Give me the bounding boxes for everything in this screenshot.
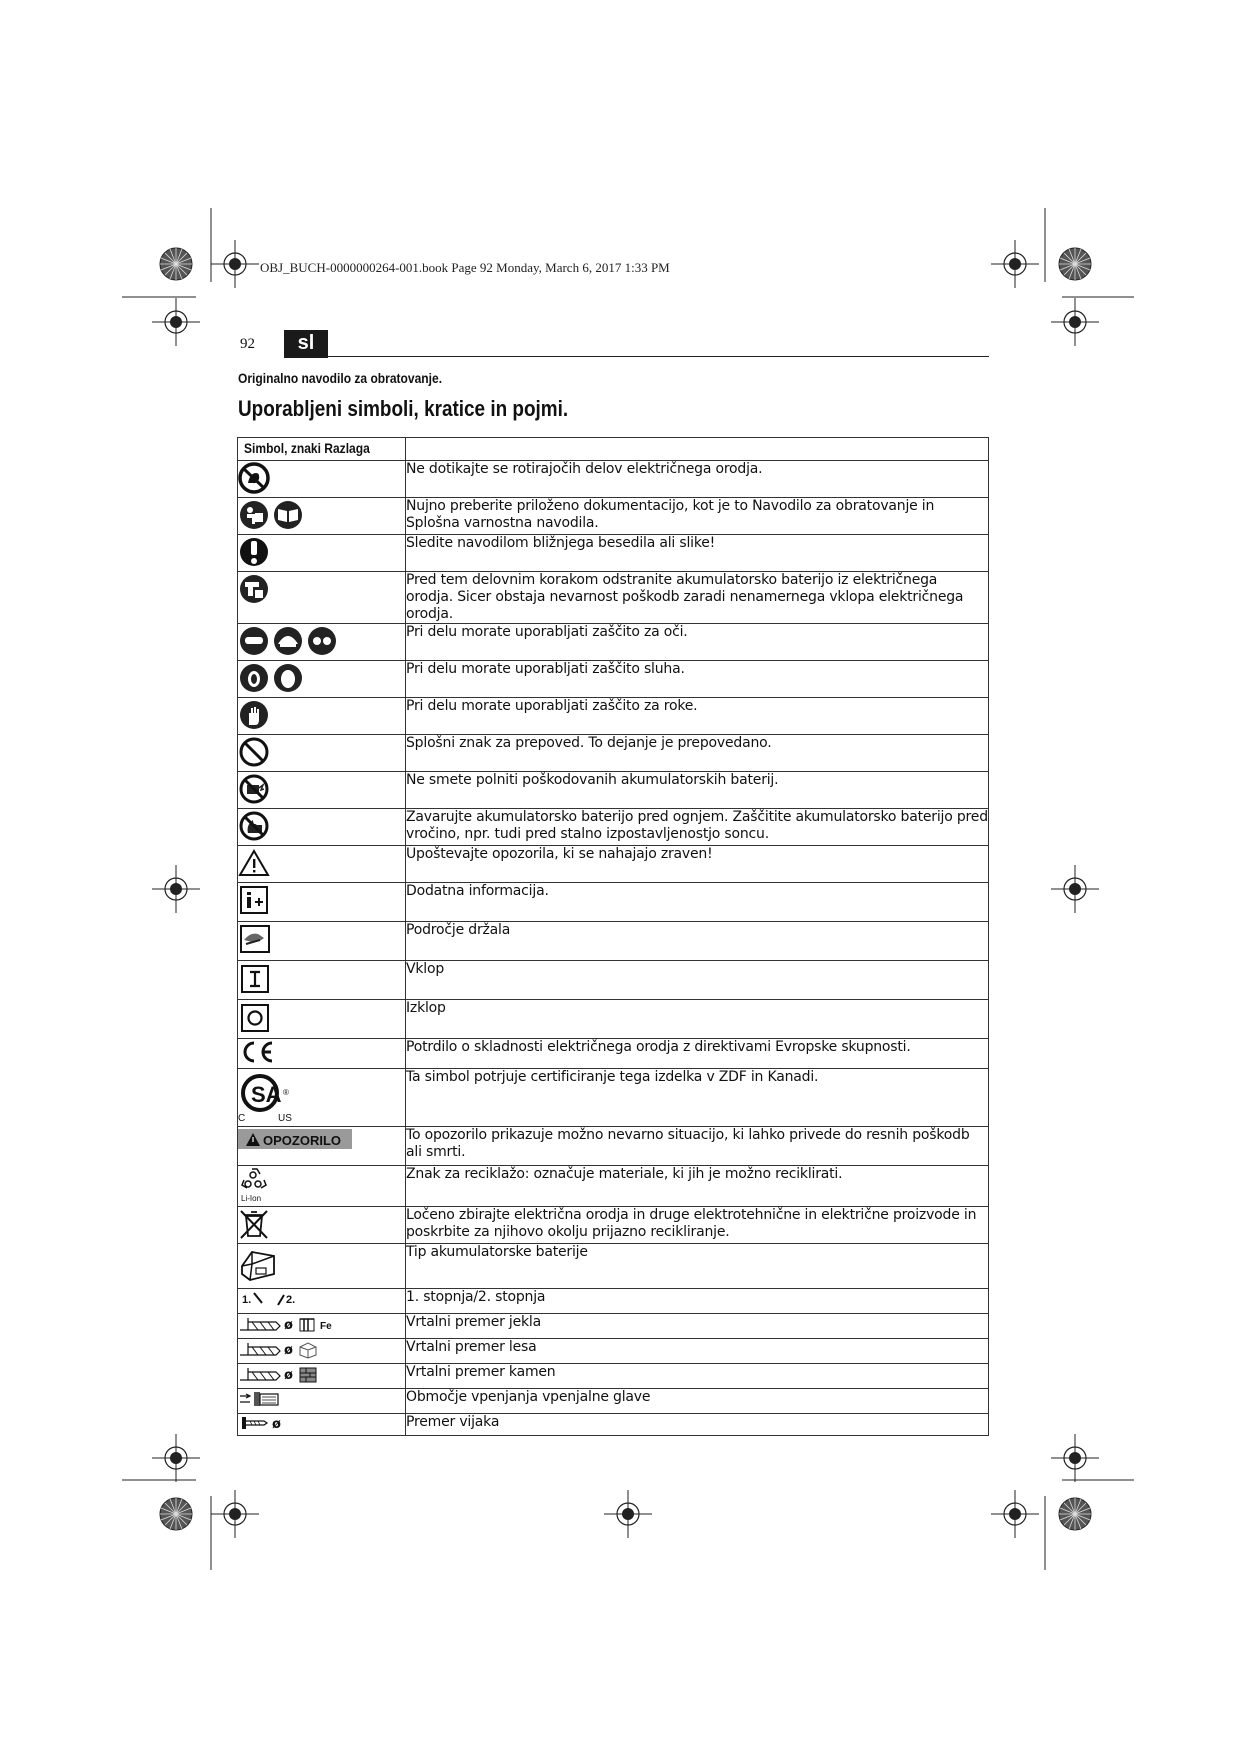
- drill-stone-icon: [238, 1364, 406, 1389]
- drill-steel-icon: [238, 1314, 406, 1339]
- table-row: [238, 772, 989, 809]
- language-badge: sl: [284, 330, 328, 358]
- svg-text:C: C: [238, 1113, 246, 1123]
- row-text: Območje vpenjanja vpenjalne glave: [406, 1389, 989, 1414]
- svg-text:ø: ø: [284, 1318, 293, 1333]
- table-row: [238, 1364, 989, 1389]
- info-icon: [238, 883, 406, 922]
- table-row: [238, 698, 989, 735]
- table-row: [238, 1069, 989, 1127]
- crossed-bin-icon: [238, 1207, 406, 1244]
- svg-text:SA: SA: [251, 1082, 282, 1107]
- svg-text:ø: ø: [284, 1368, 293, 1383]
- stage-icon: [238, 1289, 406, 1314]
- table-row: [238, 922, 989, 961]
- row-text: Tip akumulatorske baterije: [406, 1244, 989, 1289]
- row-text: Vrtalni premer lesa: [406, 1339, 989, 1364]
- row-text: Ne smete polniti poškodovanih akumulatorskih baterij.: [406, 772, 989, 809]
- row-text: Pred tem delovnim korakom odstranite akumulatorsko baterijo iz električnega orodja. Sicer obstaja nevarnost poškodb zaradi nenamernega vklopa električnega orodja.: [406, 572, 989, 624]
- symbols-table: [237, 437, 989, 1436]
- hand-protection-icon: [238, 698, 406, 735]
- drill-wood-icon: [238, 1339, 406, 1364]
- svg-text:OPOZORILO: OPOZORILO: [263, 1133, 341, 1148]
- table-row: [238, 1207, 989, 1244]
- svg-text:ø: ø: [272, 1417, 281, 1432]
- row-text: Vrtalni premer kamen: [406, 1364, 989, 1389]
- table-row: [238, 883, 989, 922]
- row-text: Pri delu morate uporabljati zaščito za roke.: [406, 698, 989, 735]
- row-text: Nujno preberite priloženo dokumentacijo, kot je to Navodilo za obratovanje in Splošna varnostna navodila.: [406, 498, 989, 535]
- table-row: [238, 1000, 989, 1039]
- header-description: [406, 438, 989, 461]
- read-manual-icons: [238, 498, 406, 535]
- row-text: Splošni znak za prepoved. To dejanje je prepovedano.: [406, 735, 989, 772]
- row-text: To opozorilo prikazuje možno nevarno situacijo, ki lahko privede do resnih poškodb ali smrti.: [406, 1127, 989, 1166]
- header-symbol: Simbol, znaki Razlaga: [238, 438, 406, 461]
- row-text: Ne dotikajte se rotirajočih delov električnega orodja.: [406, 461, 989, 498]
- row-text: Upoštevajte opozorila, ki se nahajajo zraven!: [406, 846, 989, 883]
- table-header-row: [238, 438, 989, 461]
- table-row: [238, 661, 989, 698]
- power-off-icon: [238, 1000, 406, 1039]
- warning-label-icon: [238, 1127, 406, 1166]
- ear-protection-icons: [238, 661, 406, 698]
- table-row: [238, 1289, 989, 1314]
- row-text: Izklop: [406, 1000, 989, 1039]
- table-row: [238, 735, 989, 772]
- chuck-range-icon: [238, 1389, 406, 1414]
- battery-pack-icon: [238, 1244, 406, 1289]
- svg-text:®: ®: [283, 1088, 289, 1097]
- row-text: Ločeno zbirajte električna orodja in druge elektrotehnične in električne proizvode in poskrbite za njihovo okolju prijazno recikliranje.: [406, 1207, 989, 1244]
- table-row: [238, 1244, 989, 1289]
- subtitle: Originalno navodilo za obratovanje.: [238, 370, 443, 386]
- page-number: 92: [240, 336, 255, 352]
- svg-text:US: US: [278, 1113, 292, 1123]
- row-text: Ta simbol potrjuje certificiranje tega izdelka v ZDF in Kanadi.: [406, 1069, 989, 1127]
- row-text: Zavarujte akumulatorsko baterijo pred ognjem. Zaščitite akumulatorsko baterijo pred vročino, npr. tudi pred stalno izpostavljenostjo soncu.: [406, 809, 989, 846]
- table-row: [238, 461, 989, 498]
- power-on-icon: [238, 961, 406, 1000]
- page-title: Uporabljeni simboli, kratice in pojmi.: [238, 396, 569, 421]
- no-charging-damaged-battery-icon: [238, 772, 406, 809]
- row-text: Vrtalni premer jekla: [406, 1314, 989, 1339]
- table-row: [238, 1414, 989, 1436]
- screw-diameter-icon: [238, 1414, 406, 1436]
- exclamation-icon: [238, 535, 406, 572]
- recycling-li-ion-icon: [238, 1166, 406, 1207]
- table-row: [238, 846, 989, 883]
- table-row: [238, 1389, 989, 1414]
- header-rule: [328, 356, 989, 357]
- row-text: Pri delu morate uporabljati zaščito za oči.: [406, 624, 989, 661]
- row-text: Premer vijaka: [406, 1414, 989, 1436]
- warning-triangle-icon: [238, 846, 406, 883]
- row-text: Pri delu morate uporabljati zaščito sluha.: [406, 661, 989, 698]
- table-row: [238, 1166, 989, 1207]
- no-touch-rotating-icon: [238, 461, 406, 498]
- table-row: [238, 1039, 989, 1069]
- svg-text:2.: 2.: [286, 1294, 296, 1306]
- book-header: OBJ_BUCH-0000000264-001.book Page 92 Monday, March 6, 2017 1:33 PM: [260, 260, 670, 275]
- svg-text:Fe: Fe: [320, 1321, 332, 1332]
- row-text: Vklop: [406, 961, 989, 1000]
- remove-battery-icon: [238, 572, 406, 624]
- table-row: [238, 535, 989, 572]
- grip-area-icon: [238, 922, 406, 961]
- prohibition-icon: [238, 735, 406, 772]
- table-row: [238, 498, 989, 535]
- row-text: Področje držala: [406, 922, 989, 961]
- ce-mark-icon: [238, 1039, 406, 1069]
- csa-mark-icon: [238, 1069, 406, 1127]
- table-row: [238, 624, 989, 661]
- table-row: [238, 1339, 989, 1364]
- table-row: [238, 1127, 989, 1166]
- row-text: Dodatna informacija.: [406, 883, 989, 922]
- row-text: 1. stopnja/2. stopnja: [406, 1289, 989, 1314]
- row-text: Sledite navodilom bližnjega besedila ali slike!: [406, 535, 989, 572]
- table-row: [238, 1314, 989, 1339]
- svg-text:Li-Ion: Li-Ion: [241, 1194, 262, 1203]
- table-row: [238, 809, 989, 846]
- svg-text:ø: ø: [284, 1343, 293, 1358]
- table-row: [238, 961, 989, 1000]
- row-text: Potrdilo o skladnosti električnega orodja z direktivami Evropske skupnosti.: [406, 1039, 989, 1069]
- svg-text:1.: 1.: [242, 1294, 252, 1306]
- row-text: Znak za reciklažo: označuje materiale, ki jih je možno reciklirati.: [406, 1166, 989, 1207]
- battery-fire-heat-icon: [238, 809, 406, 846]
- table-row: [238, 572, 989, 624]
- eye-protection-icons: [238, 624, 406, 661]
